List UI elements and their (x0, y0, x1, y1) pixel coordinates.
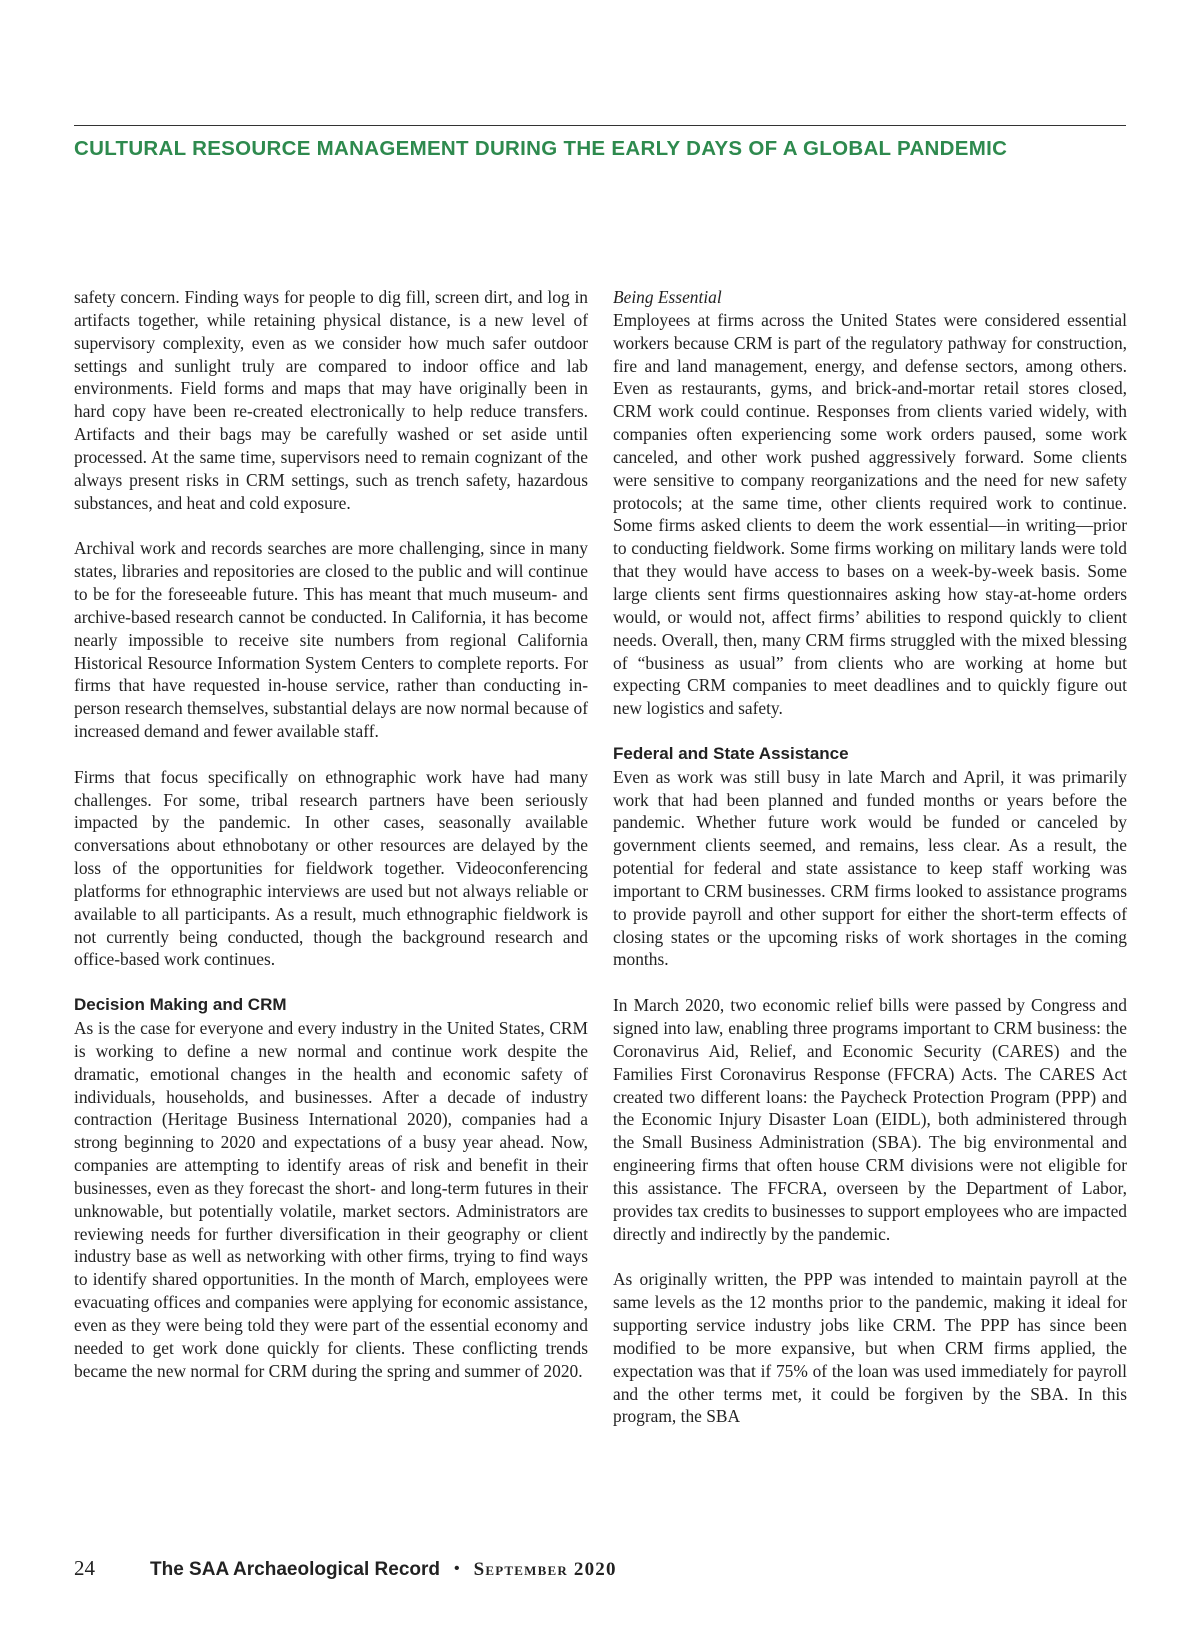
paragraph: Even as work was still busy in late March and April, it was primarily work that had been planned and funded months or years before the pandemic. Whether future work would be funded or canceled by government clients seemed, and remains, less clear. As a result, the potential for federal and state assistance to keep staff working was important to CRM businesses. CRM firms looked to assistance programs to provide payroll and other support for either the short-term effects of closing states or the upcoming risks of work shortages in the coming months. (613, 766, 1127, 970)
paragraph: As originally written, the PPP was intended to maintain payroll at the same levels as the 12 months prior to the pandemic, making it ideal for supporting service industry jobs like CRM. The PPP has since been modified to be more expansive, but when CRM firms applied, the expectation was that if 75% of the loan was used immediately for payroll and the other terms met, it could be forgiven by the SBA. In this program, the SBA (613, 1269, 1127, 1427)
paragraph: In March 2020, two economic relief bills were passed by Congress and signed into law, enabling three programs important to CRM business: the Coronavirus Aid, Relief, and Economic Security (CARES) and the Families First Coronavirus Response (FFCRA) Acts. The CARES Act created two different loans: the Paycheck Protection Program (PPP) and the Economic Injury Disaster Loan (EIDL), both administered through the Small Business Administration (SBA). The big environmental and engineering firms that often house CRM divisions were not eligible for this assistance. The FFCRA, overseen by the Department of Labor, provides tax credits to businesses to support employees who are impacted directly and indirectly by the pandemic. (613, 995, 1127, 1244)
paragraph: Firms that focus specifically on ethnographic work have had many challenges. For some, tribal research partners have been seriously impacted by the pandemic. In other cases, seasonally available conversations about ethnobotany or other resources are delayed by the loss of the opportunities for fieldwork together. Videoconferencing platforms for ethnographic interviews are used but not always reliable or available to all participants. As a result, much ethnographic fieldwork is not currently being conducted, though the background research and office-based work continues. (74, 766, 588, 970)
issue-date: September 2020 (473, 1559, 617, 1580)
header-rule (74, 125, 1126, 126)
running-header-title: CULTURAL RESOURCE MANAGEMENT DURING THE EARLY DAYS OF A GLOBAL PANDEMIC (74, 137, 1008, 160)
page-number: 24 (74, 1556, 95, 1580)
left-column (74, 286, 588, 1405)
subsection-heading-being-essential: Being Essential (613, 287, 722, 307)
journal-name: The SAA Archaeological Record (150, 1559, 440, 1580)
bullet-separator: • (454, 1560, 460, 1577)
paragraph: Archival work and records searches are more challenging, since in many states, libraries and repositories are closed to the public and will continue to be for the foreseeable future. This has meant that much museum- and archive-based research cannot be conducted. In California, it has become nearly impossible to receive site numbers from regional California Historical Resource Information System Centers to complete reports. For firms that have requested in-house service, rather than conducting inperson research themselves, substantial delays are now normal because of increased demand and fewer available staff. (74, 538, 588, 742)
page-footer (74, 1556, 617, 1581)
paragraph: safety concern. Finding ways for people to dig fill, screen dirt, and log in artifacts together, while retaining physical distance, is a new level of supervisory complexity, even as we consider how much safer outdoor settings and sunlight truly are compared to indoor office and lab environments. Field forms and maps that may have originally been in hard copy have been re-created electronically to help reduce transfers. Artifacts and their bags may be carefully washed or set aside until processed. At the same time, supervisors need to remain cognizant of the always present risks in CRM settings, such as trench safety, hazardous substances, and heat and cold exposure. (74, 287, 588, 513)
section-heading-decision-making: Decision Making and CRM (74, 995, 287, 1015)
paragraph: As is the case for everyone and every industry in the United States, CRM is working to define a new normal and continue work despite the dramatic, emotional changes in the health and economic safety of individuals, households, and businesses. After a decade of industry contraction (Heritage Business International 2020), companies had a strong beginning to 2020 and expectations of a busy year ahead. Now, companies are attempting to identify areas of risk and benefit in their businesses, even as they forecast the short- and long-term futures in their unknowable, but potentially volatile, market sectors. Administrators are reviewing needs for further diversification in their geography or client industry base as well as networking with other firms, trying to find ways to identify shared opportunities. In the month of March, employees were evacuating offices and companies were applying for economic assistance, even as they were being told they were part of the essential economy and needed to get work done quickly for clients. These conflicting trends became the new normal for CRM during the spring and summer of 2020. (74, 1018, 588, 1381)
paragraph: Employees at firms across the United States were considered essential workers because CRM is part of the regulatory pathway for construction, fire and land management, energy, and defense sectors, among others. Even as restaurants, gyms, and brick-and-mortar retail stores closed, CRM work could continue. Responses from clients varied widely, with companies often experiencing some work orders paused, some work canceled, and other work pushed aggressively forward. Some clients were sensitive to company reorganizations and the need for new safety protocols; at the same time, other clients required work to continue. Some firms asked clients to deem the work essential—in writing—prior to conducting fieldwork. Some firms working on military lands were told that they would have access to bases on a week-by-week basis. Some large clients sent firms questionnaires asking how stay-at-home orders would, or would not, affect firms’ abilities to respond quickly to client needs. Overall, then, many CRM firms struggled with the mixed blessing of “business as usual” from clients who are working at home but expecting CRM companies to meet deadlines and to quickly figure out new logistics and safety. (613, 309, 1127, 719)
right-column (613, 286, 1127, 1451)
section-heading-federal-state-assistance: Federal and State Assistance (613, 743, 849, 763)
